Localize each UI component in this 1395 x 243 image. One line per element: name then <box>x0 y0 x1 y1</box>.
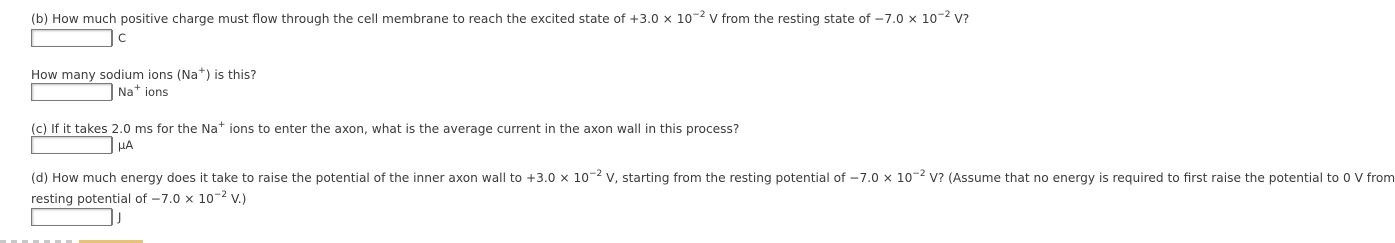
question-d-exp3: −2 <box>213 189 228 200</box>
question-b2-pre: How many sodium ions (Na <box>31 68 199 82</box>
answer-b2-ions-input[interactable] <box>31 83 112 101</box>
answer-b-charge-input[interactable] <box>31 29 112 47</box>
question-b-exp1: −2 <box>692 9 706 20</box>
answer-row-b <box>31 29 126 47</box>
unit-b2-ions: ions <box>141 85 169 99</box>
question-d-post: V? (Assume that no energy is required to first raise the potential to 0 V from <box>925 171 1395 185</box>
question-d-line1 <box>31 170 1395 186</box>
question-b2-text <box>31 67 257 83</box>
question-b2-post: ) is this? <box>205 68 257 82</box>
unit-b2-na-ions <box>112 84 168 100</box>
question-b-pre: (b) How much positive charge must flow through the cell membrane to reach the excited state of +3.0 × 10 <box>31 12 693 26</box>
unit-c-microamp: μA <box>112 137 133 153</box>
question-d-pre: (d) How much energy does it take to raise the potential of the inner axon wall to +3.0 × 10 <box>31 171 589 185</box>
question-b-exp2: −2 <box>937 9 951 20</box>
question-c-text <box>31 121 739 137</box>
question-c-pre: (c) If it takes 2.0 ms for the Na <box>31 122 218 136</box>
question-d-exp2: −2 <box>912 168 926 179</box>
question-d-line2-pre: resting potential of −7.0 × 10 <box>31 192 214 206</box>
answer-d-energy-input[interactable] <box>31 208 112 226</box>
unit-b2-sup: + <box>133 83 142 94</box>
question-d-mid: V, starting from the resting potential of −7.0 × 10 <box>602 171 913 185</box>
question-d-line2-post: V.) <box>227 192 247 206</box>
answer-row-c <box>31 136 133 154</box>
unit-b2-na: Na <box>118 85 134 99</box>
answer-row-d <box>31 208 121 226</box>
question-b-post: V? <box>950 12 970 26</box>
question-c-sup: + <box>217 119 226 130</box>
question-b-text <box>31 11 969 27</box>
question-b2-sup: + <box>198 65 206 76</box>
unit-d-joule: J <box>112 209 121 225</box>
question-c-post: ions to enter the axon, what is the average current in the axon wall in this process? <box>225 122 740 136</box>
answer-row-b2 <box>31 83 168 101</box>
question-d-line2 <box>31 191 246 207</box>
question-b-mid: V from the resting state of −7.0 × 10 <box>705 12 938 26</box>
answer-c-current-input[interactable] <box>31 136 112 154</box>
unit-b-coulomb: C <box>112 30 126 46</box>
question-d-exp1: −2 <box>589 168 603 179</box>
